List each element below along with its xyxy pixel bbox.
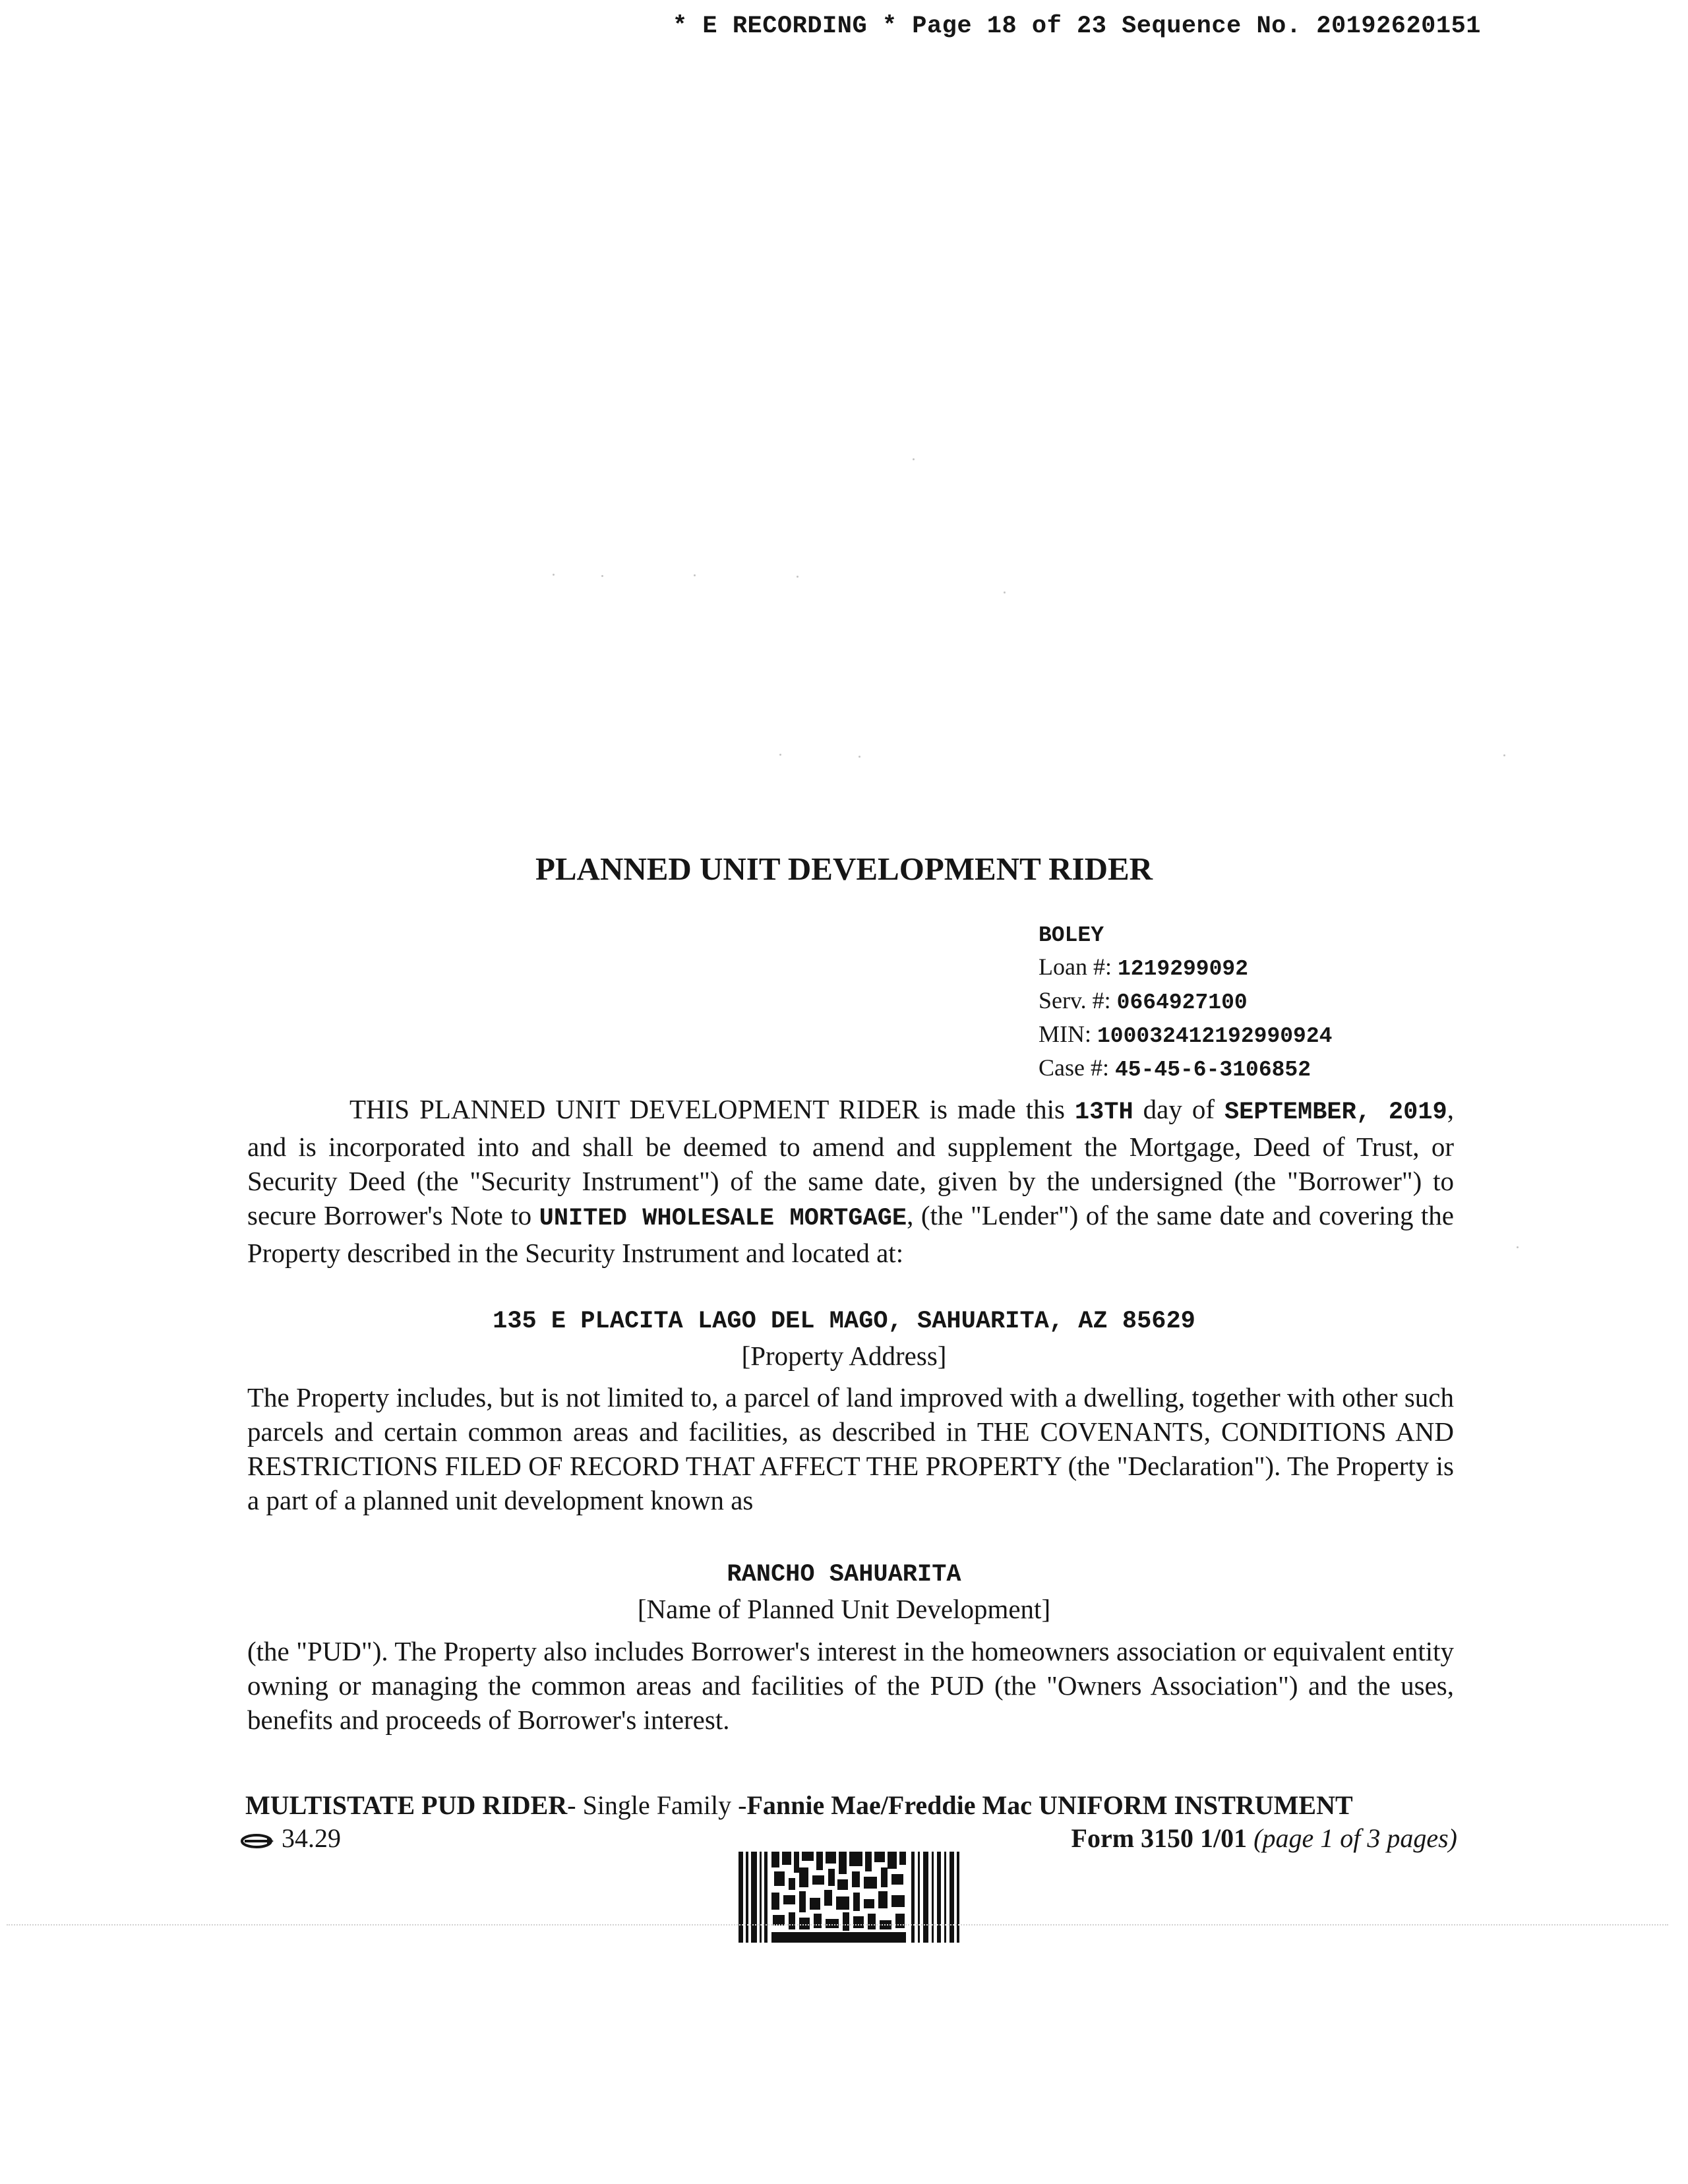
loan-info-block (1039, 917, 1500, 1085)
scan-speck (553, 574, 555, 576)
scan-speck (797, 576, 799, 578)
rider-day: 13TH (1074, 1099, 1133, 1126)
scan-speck (601, 575, 603, 577)
intro-text: , and is incorporated into and shall be deemed to amend and supplement the Mortgage, Deed of Trust, or Security Deed (the "Security Instrument") of the same date, given by the undersigned (the "Borrower") to secure Borrower's Note to (247, 1094, 1454, 1230)
recording-header: * E RECORDING * Page 18 of 23 Sequence No. 20192620151 (673, 13, 1481, 40)
uniform-instrument-label: Fannie Mae/Freddie Mac UNIFORM INSTRUMENT (746, 1790, 1353, 1820)
form-footer-title (245, 1788, 1498, 1823)
loan-label: Loan #: (1039, 954, 1112, 980)
case-label: Case #: (1039, 1054, 1109, 1081)
page-count: (page 1 of 3 pages) (1253, 1823, 1457, 1853)
min-label: MIN: (1039, 1021, 1091, 1047)
property-address: 135 E PLACITA LAGO DEL MAGO, SAHUARITA, AZ 85629 (493, 1308, 1195, 1335)
min-number: 100032412192990924 (1097, 1024, 1333, 1048)
form-code-group (241, 1821, 341, 1856)
intro-text: day of (1133, 1094, 1224, 1124)
scan-speck (859, 756, 860, 758)
form-number-group (1071, 1821, 1457, 1856)
scan-speck (694, 574, 696, 576)
page-edge-rule (7, 1924, 1668, 1926)
scan-speck (1004, 592, 1006, 593)
case-number: 45-45-6-3106852 (1114, 1058, 1311, 1082)
form-code: 34.29 (282, 1823, 341, 1853)
pud-name: RANCHO SAHUARITA (727, 1561, 961, 1589)
scan-speck (913, 458, 915, 460)
serv-label: Serv. #: (1039, 987, 1111, 1014)
rider-date: SEPTEMBER, 2019 (1224, 1099, 1447, 1126)
scan-speck (1517, 1246, 1519, 1248)
property-address-caption: [Property Address] (741, 1341, 947, 1371)
document-barcode (738, 1852, 959, 1943)
scan-speck (779, 754, 781, 756)
property-paragraph: The Property includes, but is not limited to, a parcel of land improved with a dwelling, together with other such parcels and certain common areas and facilities, as described in THE COVENANTS, CONDITIONS AND RESTRICTIONS FILED OF RECORD THAT AFFECT THE PROPERTY (the "Declaration"). The Property is a part of a planned unit development known as (247, 1382, 1454, 1515)
vmp-logo-icon (241, 1833, 275, 1849)
scan-speck (1503, 754, 1505, 756)
intro-text: , (the "Lender") of the same date and covering the Property described in the Security Instrument and located at: (247, 1200, 1454, 1268)
intro-paragraph (247, 1092, 1454, 1270)
pud-paragraph: (the "PUD"). The Property also includes Borrower's interest in the homeowners association or equivalent entity owning or managing the common areas and facilities of the PUD (the "Owners Association") and the uses, benefits and proceeds of Borrower's interest. (247, 1636, 1454, 1735)
intro-text: THIS PLANNED UNIT DEVELOPMENT RIDER is made this (349, 1094, 1075, 1124)
rider-type-mid: - Single Family - (567, 1790, 747, 1820)
loan-number: 1219299092 (1117, 957, 1249, 981)
pud-name-caption: [Name of Planned Unit Development] (637, 1594, 1051, 1624)
borrower-name: BOLEY (1039, 923, 1104, 948)
document-title: PLANNED UNIT DEVELOPMENT RIDER (535, 851, 1153, 887)
form-number: Form 3150 1/01 (1071, 1823, 1248, 1853)
rider-type-label: MULTISTATE PUD RIDER (245, 1790, 568, 1820)
serv-number: 0664927100 (1116, 990, 1248, 1015)
lender-name: UNITED WHOLESALE MORTGAGE (539, 1205, 907, 1232)
